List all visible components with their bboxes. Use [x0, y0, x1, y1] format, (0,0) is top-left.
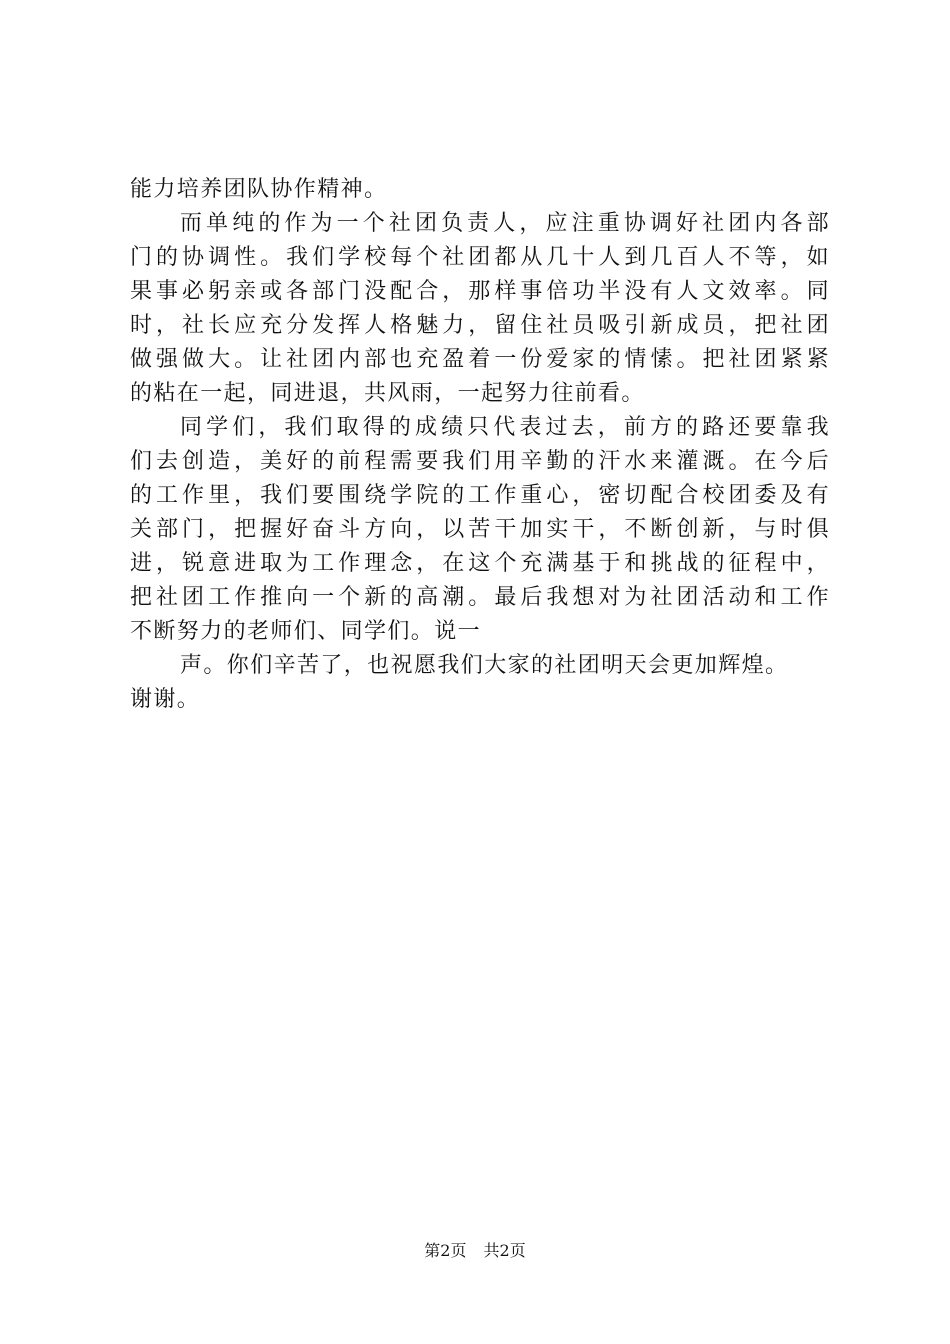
document-body: [130, 173, 830, 717]
paragraph-line: 门的协调性。我们学校每个社团都从几十人到几百人不等，如: [130, 245, 830, 270]
paragraph-line: 的粘在一起，同进退，共风雨，一起努力往前看。: [130, 381, 645, 406]
paragraph-line: 而单纯的作为一个社团负责人，应注重协调好社团内各部: [180, 211, 830, 236]
paragraph-line: 同学们，我们取得的成绩只代表过去，前方的路还要靠我: [180, 415, 830, 440]
paragraph-line: 们去创造，美好的前程需要我们用辛勤的汗水来灌溉。在今后: [130, 449, 830, 474]
paragraph-line: 不断努力的老师们、同学们。说一: [130, 619, 482, 644]
paragraph-line: 把社团工作推向一个新的高潮。最后我想对为社团活动和工作: [130, 585, 830, 610]
page-footer: [0, 1239, 950, 1263]
paragraph-line: 果事必躬亲或各部门没配合，那样事倍功半没有人文效率。同: [130, 279, 830, 304]
page-total: 共2页: [483, 1241, 526, 1260]
page-number: 第2页: [424, 1241, 467, 1260]
paragraph-line: 时，社长应充分发挥人格魅力，留住社员吸引新成员，把社团: [130, 313, 830, 338]
paragraph-line: 做强做大。让社团内部也充盈着一份爱家的情愫。把社团紧紧: [130, 347, 830, 372]
paragraph-line: 声。你们辛苦了，也祝愿我们大家的社团明天会更加辉煌。: [180, 653, 789, 678]
paragraph-line: 关部门，把握好奋斗方向，以苦干加实干，不断创新，与时俱: [130, 517, 830, 542]
paragraph-line: 进，锐意进取为工作理念，在这个充满基于和挑战的征程中，: [130, 551, 830, 576]
paragraph-line: 能力培养团队协作精神。: [130, 177, 388, 202]
paragraph-line: 的工作里，我们要围绕学院的工作重心，密切配合校团委及有: [130, 483, 830, 508]
paragraph-line: 谢谢。: [130, 687, 201, 712]
